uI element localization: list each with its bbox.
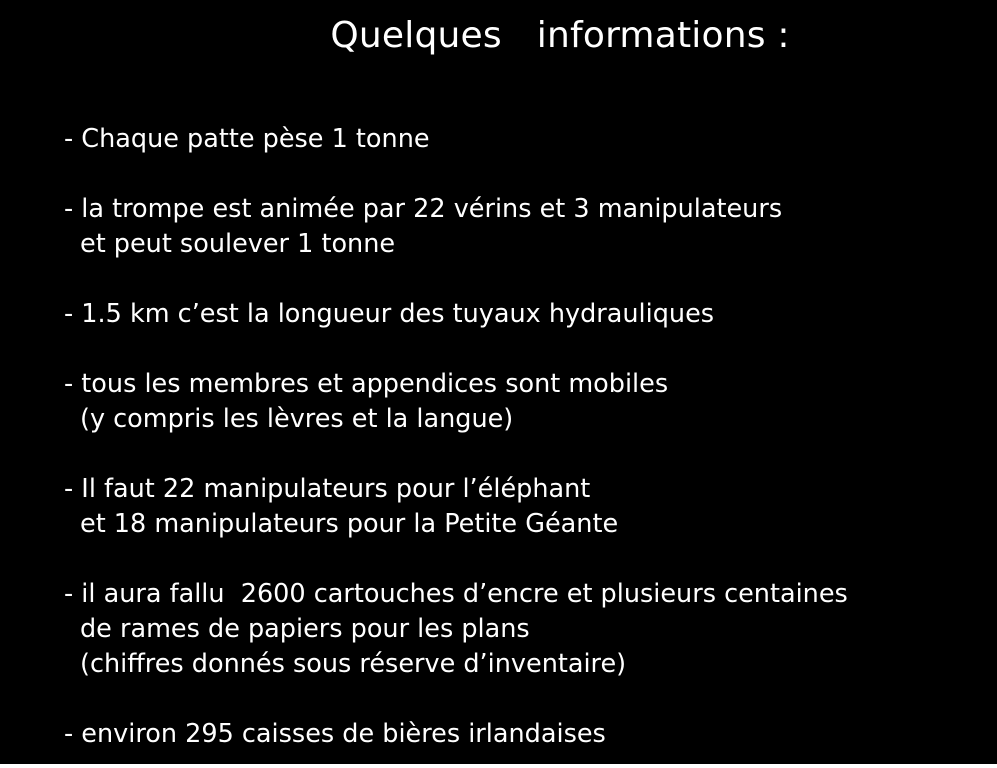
list-item-continuation: de rames de papiers pour les plans [80,614,530,644]
list-item-continuation: et 18 manipulateurs pour la Petite Géante [80,509,619,539]
slide-title: Quelques informations : [330,15,790,56]
list-item-line: - environ 295 caisses de bières irlandaises [64,719,606,749]
list-item-line: - 1.5 km c’est la longueur des tuyaux hydrauliques [64,299,715,329]
list-item [64,297,964,332]
info-list [64,122,964,752]
list-item-line: - la trompe est animée par 22 vérins et 3 manipulateurs [64,194,783,224]
list-item-line: - tous les membres et appendices sont mobiles [64,369,669,399]
list-item [64,192,964,262]
list-item-continuation: (y compris les lèvres et la langue) [80,404,514,434]
list-item-continuation: (chiffres donnés sous réserve d’inventaire) [80,649,627,679]
list-item-line: - il aura fallu 2600 cartouches d’encre et plusieurs centaines [64,579,848,609]
list-item [64,577,964,682]
list-item-continuation: et peut soulever 1 tonne [80,229,396,259]
list-item-line: - Chaque patte pèse 1 tonne [64,124,430,154]
list-item [64,472,964,542]
list-item [64,367,964,437]
list-item [64,122,964,157]
list-item-line: - Il faut 22 manipulateurs pour l’éléphant [64,474,591,504]
list-item [64,717,964,752]
